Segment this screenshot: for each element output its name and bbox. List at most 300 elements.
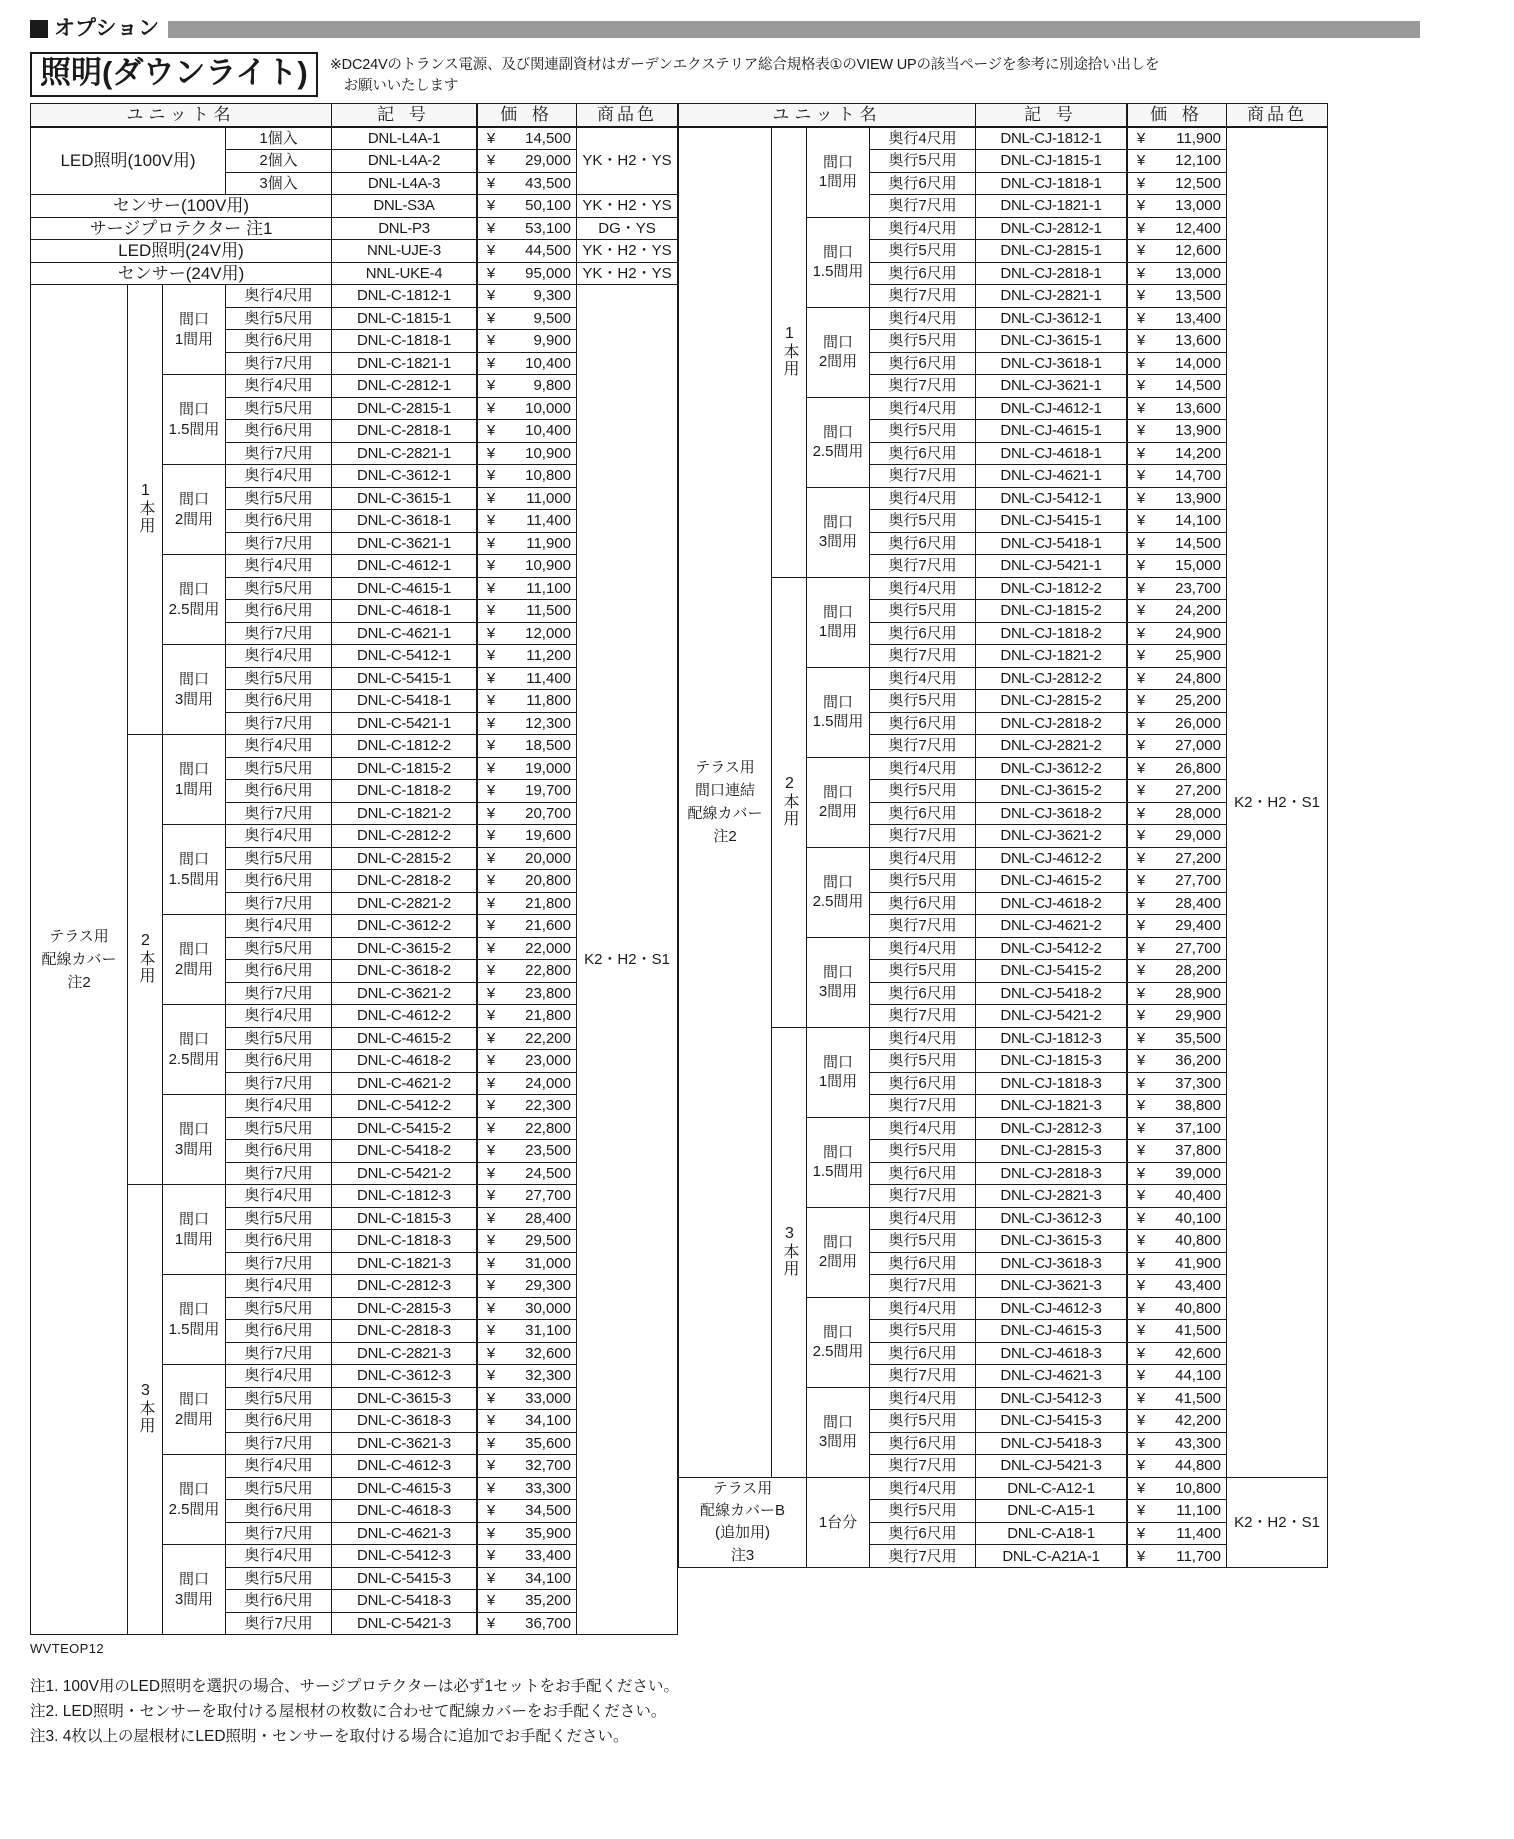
cell-code: DNL-C-1821-1 [332,352,478,375]
cell-depth: 奥行6尺用 [870,1252,976,1275]
group-label-width: 間口 2間用 [163,915,226,1005]
product-code: DNL-L4A-1 [332,127,478,150]
cell-code: DNL-CJ-5412-2 [976,937,1128,960]
group-label-width: 間口 1間用 [807,127,870,218]
cell-code: DNL-C-2821-2 [332,892,478,915]
cell-depth: 奥行4尺用 [226,1275,332,1298]
cell-depth: 奥行6尺用 [870,442,976,465]
cell-code: DNL-CJ-2815-1 [976,240,1128,263]
cell-depth: 奥行5尺用 [226,1207,332,1230]
cell-code: DNL-C-1815-2 [332,757,478,780]
cell-code: DNL-C-4615-3 [332,1477,478,1500]
product-color: YK・H2・YS [577,127,678,195]
cell-code: DNL-CJ-1815-2 [976,600,1128,623]
group-label-count: 1本用 [772,127,807,578]
col-header-color: 商品色 [577,104,678,127]
group-label-width: 間口 2間用 [807,757,870,847]
cell-price: ¥ 37,800 [1127,1140,1227,1163]
cell-depth: 奥行4尺用 [226,1365,332,1388]
cell-depth: 奥行4尺用 [870,1027,976,1050]
cell-depth: 奥行6尺用 [226,1500,332,1523]
cell-code: DNL-C-3615-2 [332,937,478,960]
cell-code: DNL-CJ-1818-3 [976,1072,1128,1095]
product-name: サージプロテクター 注1 [31,217,332,240]
cell-depth: 奥行4尺用 [226,645,332,668]
cell-code: DNL-C-4615-1 [332,577,478,600]
group-label-width: 間口 3間用 [807,1387,870,1477]
cell-depth: 奥行7尺用 [226,892,332,915]
tables-container [30,103,1514,1635]
cell-depth: 奥行5尺用 [870,1320,976,1343]
cell-depth: 奥行7尺用 [870,375,976,398]
cell-code: DNL-CJ-4612-1 [976,397,1128,420]
cell-code: DNL-CJ-4618-1 [976,442,1128,465]
cell-depth: 奥行7尺用 [870,915,976,938]
cell-depth: 奥行4尺用 [870,307,976,330]
cell-depth: 奥行7尺用 [226,352,332,375]
cell-depth: 奥行4尺用 [226,1455,332,1478]
group-label-width: 間口 2間用 [807,307,870,397]
cell-depth: 奥行5尺用 [870,1230,976,1253]
cell-code: DNL-C-2818-2 [332,870,478,893]
cell-code: DNL-C-3612-2 [332,915,478,938]
product-name: センサー(100V用) [31,195,332,218]
cell-depth: 奥行5尺用 [870,1500,976,1523]
cell-code: DNL-CJ-3618-2 [976,802,1128,825]
cell-depth: 奥行4尺用 [226,825,332,848]
product-price: ¥ 50,100 [477,195,577,218]
cell-depth: 奥行6尺用 [226,330,332,353]
cell-code: DNL-CJ-2821-2 [976,735,1128,758]
cell-price: ¥ 43,400 [1127,1275,1227,1298]
product-qty: 1個入 [226,127,332,150]
cell-code: DNL-CJ-4615-2 [976,870,1128,893]
table-row [679,1477,1328,1500]
cell-price: ¥ 34,500 [477,1500,577,1523]
product-name: LED照明(100V用) [31,127,226,195]
cell-price: ¥ 32,300 [477,1365,577,1388]
cell-code: DNL-CJ-5418-2 [976,982,1128,1005]
group-label-width: 間口 1間用 [807,577,870,667]
cell-depth: 奥行6尺用 [870,1162,976,1185]
cell-depth: 奥行5尺用 [870,420,976,443]
cell-depth: 奥行5尺用 [226,487,332,510]
cell-code: DNL-CJ-5421-1 [976,555,1128,578]
cell-depth: 奥行7尺用 [870,825,976,848]
group-label-count: 3本用 [772,1027,807,1477]
cell-color: K2・H2・S1 [1227,127,1328,1478]
cell-code: DNL-C-3612-1 [332,465,478,488]
cell-code: DNL-CJ-1812-2 [976,577,1128,600]
cell-color: K2・H2・S1 [1227,1477,1328,1568]
cell-price: ¥ 24,800 [1127,667,1227,690]
cell-price: ¥ 13,900 [1127,487,1227,510]
cell-code: DNL-C-A21A-1 [976,1545,1128,1568]
cell-price: ¥ 14,100 [1127,510,1227,533]
cell-code: DNL-C-5418-3 [332,1590,478,1613]
cell-color: K2・H2・S1 [577,285,678,1635]
cell-price: ¥ 35,200 [477,1590,577,1613]
cell-price: ¥ 35,900 [477,1522,577,1545]
cell-depth: 奥行4尺用 [870,397,976,420]
product-qty: 2個入 [226,150,332,173]
cell-depth: 奥行4尺用 [870,1117,976,1140]
cell-depth: 奥行4尺用 [226,285,332,308]
cell-code: DNL-CJ-5421-3 [976,1455,1128,1478]
cell-depth: 奥行6尺用 [870,622,976,645]
cell-depth: 奥行5尺用 [870,330,976,353]
cell-depth: 奥行6尺用 [870,712,976,735]
cell-depth: 奥行5尺用 [226,1477,332,1500]
cell-depth: 奥行5尺用 [870,600,976,623]
cell-price: ¥ 13,500 [1127,285,1227,308]
cell-price: ¥ 14,200 [1127,442,1227,465]
cell-depth: 奥行6尺用 [870,982,976,1005]
cell-price: ¥ 28,400 [477,1207,577,1230]
cell-depth: 奥行5尺用 [226,307,332,330]
cell-code: DNL-C-4618-1 [332,600,478,623]
cell-price: ¥ 21,800 [477,892,577,915]
cell-code: DNL-C-4618-2 [332,1050,478,1073]
group-label-width: 間口 1間用 [807,1027,870,1117]
cell-depth: 奥行4尺用 [870,127,976,150]
product-color: YK・H2・YS [577,195,678,218]
cell-code: DNL-C-5418-2 [332,1140,478,1163]
cell-price: ¥ 10,400 [477,420,577,443]
product-price: ¥ 43,500 [477,172,577,195]
cell-price: ¥ 13,400 [1127,307,1227,330]
cell-code: DNL-C-5412-1 [332,645,478,668]
title-row [30,52,1514,97]
cell-price: ¥ 14,500 [1127,375,1227,398]
cell-code: DNL-C-1812-1 [332,285,478,308]
cell-code: DNL-CJ-2821-1 [976,285,1128,308]
group-label-terrace-joint-cover: テラス用 間口連結 配線カバー 注2 [679,127,772,1478]
cell-code: DNL-CJ-3618-1 [976,352,1128,375]
cell-depth: 奥行5尺用 [226,757,332,780]
cell-code: DNL-CJ-3615-2 [976,780,1128,803]
product-code: DNL-S3A [332,195,478,218]
cell-code: DNL-C-5421-2 [332,1162,478,1185]
cell-price: ¥ 11,400 [477,667,577,690]
cell-depth: 奥行6尺用 [870,172,976,195]
cell-price: ¥ 40,800 [1127,1297,1227,1320]
cell-price: ¥ 10,900 [477,442,577,465]
footnote-3: 注3. 4枚以上の屋根材にLED照明・センサーを取付ける場合に追加でお手配ください。 [30,1728,629,1746]
cell-depth: 奥行6尺用 [870,892,976,915]
cell-code: DNL-C-2812-1 [332,375,478,398]
cell-price: ¥ 39,000 [1127,1162,1227,1185]
cell-code: DNL-C-5421-3 [332,1612,478,1635]
cell-price: ¥ 10,000 [477,397,577,420]
cell-depth: 奥行4尺用 [226,915,332,938]
cell-depth: 奥行7尺用 [226,1612,332,1635]
cell-price: ¥ 9,300 [477,285,577,308]
cell-depth: 奥行5尺用 [226,397,332,420]
group-label-width: 間口 3間用 [163,645,226,735]
cell-depth: 奥行5尺用 [870,780,976,803]
group-label-width: 間口 1.5間用 [807,217,870,307]
cell-code: DNL-C-2815-2 [332,847,478,870]
table-header-row [31,104,678,127]
cell-code: DNL-C-5415-1 [332,667,478,690]
cell-price: ¥ 28,000 [1127,802,1227,825]
cell-price: ¥ 24,500 [477,1162,577,1185]
cell-depth: 奥行7尺用 [226,802,332,825]
cell-code: DNL-CJ-4612-2 [976,847,1128,870]
cell-code: DNL-CJ-2815-3 [976,1140,1128,1163]
cell-price: ¥ 13,600 [1127,397,1227,420]
cell-code: DNL-CJ-3621-3 [976,1275,1128,1298]
cell-price: ¥ 24,200 [1127,600,1227,623]
cell-code: DNL-C-1815-3 [332,1207,478,1230]
footnote-1: 注1. 100V用のLED照明を選択の場合、サージプロテクターは必ず1セットをお手配ください。 [30,1678,679,1696]
col-header-color: 商品色 [1227,104,1328,127]
group-label-width: 間口 1間用 [163,1185,226,1275]
cell-code: DNL-C-4621-3 [332,1522,478,1545]
cell-price: ¥ 41,900 [1127,1252,1227,1275]
table-row [679,127,1328,150]
cell-price: ¥ 27,200 [1127,780,1227,803]
cell-price: ¥ 29,400 [1127,915,1227,938]
group-label-width: 間口 1.5間用 [163,1275,226,1365]
cell-price: ¥ 10,800 [1127,1477,1227,1500]
cell-price: ¥ 33,000 [477,1387,577,1410]
cell-price: ¥ 36,200 [1127,1050,1227,1073]
cell-code: DNL-C-3618-1 [332,510,478,533]
cell-price: ¥ 29,900 [1127,1005,1227,1028]
cell-price: ¥ 22,800 [477,1117,577,1140]
cell-price: ¥ 20,800 [477,870,577,893]
cell-price: ¥ 40,400 [1127,1185,1227,1208]
cell-price: ¥ 12,500 [1127,172,1227,195]
cell-price: ¥ 11,100 [477,577,577,600]
cell-price: ¥ 9,500 [477,307,577,330]
cell-code: DNL-CJ-5415-3 [976,1410,1128,1433]
cell-code: DNL-C-3618-3 [332,1410,478,1433]
cell-price: ¥ 11,100 [1127,1500,1227,1523]
cell-price: ¥ 11,000 [477,487,577,510]
cell-price: ¥ 38,800 [1127,1095,1227,1118]
cell-depth: 奥行5尺用 [870,1050,976,1073]
cell-code: DNL-C-2821-1 [332,442,478,465]
cell-code: DNL-CJ-5415-1 [976,510,1128,533]
cell-depth: 奥行6尺用 [226,780,332,803]
cell-depth: 奥行6尺用 [226,690,332,713]
cell-price: ¥ 19,600 [477,825,577,848]
product-price: ¥ 29,000 [477,150,577,173]
cell-code: DNL-C-3621-2 [332,982,478,1005]
cell-depth: 奥行7尺用 [870,1455,976,1478]
cell-code: DNL-CJ-2818-3 [976,1162,1128,1185]
cell-code: DNL-CJ-4618-3 [976,1342,1128,1365]
cell-code: DNL-C-1818-1 [332,330,478,353]
cell-depth: 奥行6尺用 [226,1050,332,1073]
cell-price: ¥ 11,900 [477,532,577,555]
product-name: LED照明(24V用) [31,240,332,263]
product-qty: 3個入 [226,172,332,195]
cell-price: ¥ 11,700 [1127,1545,1227,1568]
cell-price: ¥ 14,500 [1127,532,1227,555]
catalog-page [0,16,1514,1839]
cell-depth: 奥行7尺用 [870,1185,976,1208]
cell-code: DNL-CJ-1821-1 [976,195,1128,218]
cell-code: DNL-CJ-2821-3 [976,1185,1128,1208]
cell-code: DNL-C-2818-1 [332,420,478,443]
header-note [330,52,1160,97]
cell-code: DNL-C-5421-1 [332,712,478,735]
group-label-width: 間口 1.5間用 [807,1117,870,1207]
group-label-width: 間口 2.5間用 [163,1005,226,1095]
cell-price: ¥ 40,100 [1127,1207,1227,1230]
cell-price: ¥ 40,800 [1127,1230,1227,1253]
cell-depth: 奥行7尺用 [870,735,976,758]
cell-price: ¥ 11,900 [1127,127,1227,150]
cell-price: ¥ 28,900 [1127,982,1227,1005]
cell-price: ¥ 36,700 [477,1612,577,1635]
cell-code: DNL-C-5415-2 [332,1117,478,1140]
cell-code: DNL-C-4612-1 [332,555,478,578]
cell-code: DNL-C-2812-3 [332,1275,478,1298]
cell-depth: 奥行7尺用 [226,532,332,555]
cell-code: DNL-CJ-1812-3 [976,1027,1128,1050]
product-code: NNL-UKE-4 [332,262,478,285]
cell-code: DNL-C-4615-2 [332,1027,478,1050]
product-code: NNL-UJE-3 [332,240,478,263]
cell-price: ¥ 41,500 [1127,1320,1227,1343]
cell-depth: 奥行4尺用 [870,1297,976,1320]
cell-price: ¥ 23,000 [477,1050,577,1073]
cell-price: ¥ 26,800 [1127,757,1227,780]
cell-code: DNL-C-4618-3 [332,1500,478,1523]
product-price: ¥ 95,000 [477,262,577,285]
cell-code: DNL-C-3621-1 [332,532,478,555]
table-row [31,127,678,150]
col-header-price: 価 格 [477,104,577,127]
table-row [31,262,678,285]
cell-depth: 奥行5尺用 [226,1027,332,1050]
cell-price: ¥ 11,200 [477,645,577,668]
table-row [31,240,678,263]
cell-depth: 奥行6尺用 [226,870,332,893]
square-bullet-icon [30,20,48,38]
option-header-label: オプション [54,17,160,40]
group-label-width: 間口 2間用 [807,1207,870,1297]
product-name: センサー(24V用) [31,262,332,285]
cell-depth: 奥行4尺用 [226,1545,332,1568]
group-label-width: 間口 3間用 [163,1095,226,1185]
cell-price: ¥ 9,800 [477,375,577,398]
cell-price: ¥ 12,000 [477,622,577,645]
cell-code: DNL-CJ-4615-3 [976,1320,1128,1343]
cell-price: ¥ 44,100 [1127,1365,1227,1388]
cell-code: DNL-C-1812-2 [332,735,478,758]
cell-price: ¥ 15,000 [1127,555,1227,578]
cell-code: DNL-C-3621-3 [332,1432,478,1455]
cell-code: DNL-C-1821-3 [332,1252,478,1275]
group-label-count: 1本用 [128,285,163,735]
cell-code: DNL-C-3612-3 [332,1365,478,1388]
cell-depth: 奥行4尺用 [870,217,976,240]
cell-code: DNL-C-2818-3 [332,1320,478,1343]
cell-depth: 奥行6尺用 [870,1072,976,1095]
cell-code: DNL-CJ-3621-1 [976,375,1128,398]
footnote-2: 注2. LED照明・センサーを取付ける屋根材の枚数に合わせて配線カバーをお手配ください。 [30,1703,667,1721]
group-label-width: 間口 1間用 [163,735,226,825]
cell-price: ¥ 32,700 [477,1455,577,1478]
cell-price: ¥ 11,800 [477,690,577,713]
cell-price: ¥ 27,700 [1127,870,1227,893]
cell-code: DNL-C-4612-2 [332,1005,478,1028]
cell-price: ¥ 12,600 [1127,240,1227,263]
cell-code: DNL-C-1818-3 [332,1230,478,1253]
product-color: YK・H2・YS [577,262,678,285]
cell-price: ¥ 12,400 [1127,217,1227,240]
header-note-line2: お願いいたします [343,78,459,95]
cell-price: ¥ 21,600 [477,915,577,938]
cell-depth: 奥行5尺用 [226,937,332,960]
cell-price: ¥ 24,900 [1127,622,1227,645]
cell-depth: 奥行4尺用 [226,375,332,398]
cell-code: DNL-CJ-3621-2 [976,825,1128,848]
cell-price: ¥ 13,900 [1127,420,1227,443]
group-label-width: 間口 2間用 [163,465,226,555]
product-code: DNL-P3 [332,217,478,240]
cell-code: DNL-C-2815-1 [332,397,478,420]
cell-depth: 奥行6尺用 [226,1320,332,1343]
col-header-price: 価 格 [1127,104,1227,127]
page-title: 照明(ダウンライト) [30,52,318,97]
cell-depth: 奥行7尺用 [870,1095,976,1118]
cell-price: ¥ 13,600 [1127,330,1227,353]
cell-price: ¥ 31,000 [477,1252,577,1275]
cell-price: ¥ 35,500 [1127,1027,1227,1050]
cell-code: DNL-C-3615-1 [332,487,478,510]
cell-code: DNL-CJ-5418-3 [976,1432,1128,1455]
cell-depth: 奥行6尺用 [226,960,332,983]
cell-depth: 奥行5尺用 [226,1387,332,1410]
cell-price: ¥ 12,300 [477,712,577,735]
cell-depth: 奥行4尺用 [870,757,976,780]
group-label-unit-qty: 1台分 [807,1477,870,1568]
cell-depth: 奥行6尺用 [226,600,332,623]
col-header-unit: ユニット名 [679,104,976,127]
cell-price: ¥ 11,500 [477,600,577,623]
cell-depth: 奥行4尺用 [226,555,332,578]
cell-code: DNL-CJ-1815-1 [976,150,1128,173]
cell-depth: 奥行4尺用 [870,487,976,510]
cell-depth: 奥行5尺用 [226,1567,332,1590]
cell-depth: 奥行5尺用 [226,847,332,870]
cell-depth: 奥行7尺用 [870,1275,976,1298]
cell-code: DNL-CJ-2812-2 [976,667,1128,690]
col-header-code: 記 号 [976,104,1128,127]
group-label-width: 間口 2間用 [163,1365,226,1455]
cell-depth: 奥行4尺用 [226,735,332,758]
cell-depth: 奥行7尺用 [870,465,976,488]
cell-code: DNL-C-3615-3 [332,1387,478,1410]
cell-price: ¥ 13,000 [1127,195,1227,218]
cell-price: ¥ 21,800 [477,1005,577,1028]
cell-depth: 奥行7尺用 [226,622,332,645]
cell-depth: 奥行5尺用 [870,240,976,263]
cell-depth: 奥行4尺用 [226,1095,332,1118]
cell-price: ¥ 22,200 [477,1027,577,1050]
cell-price: ¥ 12,100 [1127,150,1227,173]
group-label-count: 3本用 [128,1185,163,1635]
group-label-width: 間口 1.5間用 [163,825,226,915]
product-code: DNL-L4A-3 [332,172,478,195]
